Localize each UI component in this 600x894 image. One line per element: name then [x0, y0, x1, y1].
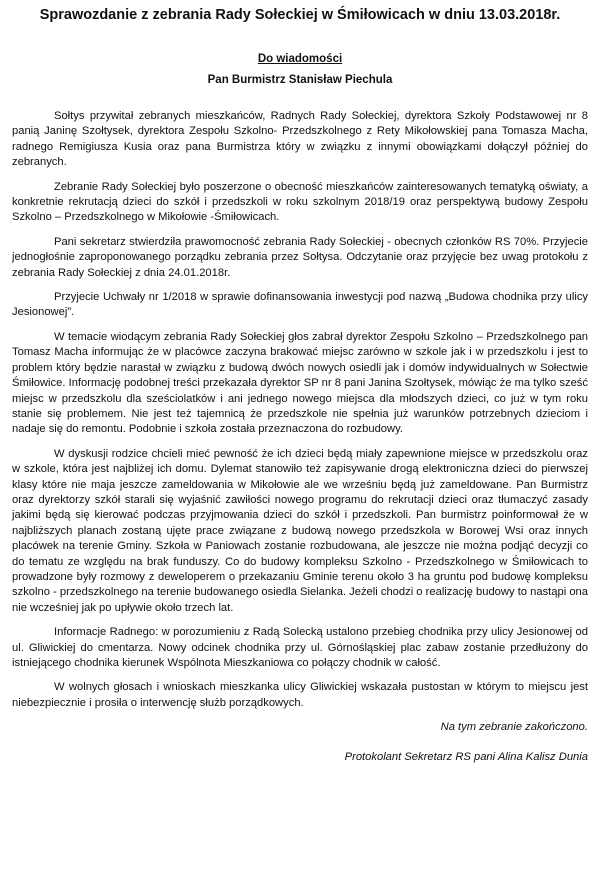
paragraph-resolution: Przyjecie Uchwały nr 1/2018 w sprawie dofinansowania inwestycji pod nazwą „Budowa chodnika przy ulicy Jesionowej”. — [12, 291, 588, 319]
recipient-label: Do wiadomości — [257, 53, 343, 65]
signature-line: Protokolant Sekretarz RS pani Alina Kalisz Dunia — [344, 751, 588, 764]
paragraph-greeting: Sołtys przywitał zebranych mieszkańców, Radnych Rady Sołeckiej, dyrektora Szkoły Podstawowej nr 8 panią Janinę Szołtysek, dyrektora Zespołu Szkolno- Przedszkolnego z Rety Mikołowskiej pana Tomasza Macha, radnego Remigiusza Kusia oraz pana Burmistrza który w związku z innymi obowiązkami dołączył później do zebranych. — [12, 110, 588, 169]
paragraph-main-topic: W temacie wiodącym zebrania Rady Sołeckiej głos zabrał dyrektor Zespołu Szkolno – Przedszkolnego pan Tomasz Macha informując że w placówce zaczyna brakować miejsc zarówno w szkole jak i w przedszkolu i jest to problem który będzie narastał w związku z budową dwóch nowych osiedli jak i domów indywidualnych w Sołectwie Śmiłowice. Informację podobnej treści przekazała dyrektor SP nr 8 pani Janina Szołtysek, mówiąc że ma tylko sześć miejsc w przedszkolu dla sześciolatków i ani jednego nowego miejsca dla młodszych dzieci, co już w tym roku stanie się problemem. Nie jest też tajemnicą że przedszkole nie spełnia już warunków potrzebnych dzieciom i nadaje się do remontu. Podobnie i szkoła została przeznaczona do rozbudowy. — [12, 330, 588, 436]
paragraph-quorum: Pani sekretarz stwierdziła prawomocność zebrania Rady Sołeckiej - obecnych członków RS 70%. Przyjecie jednogłośnie zaproponowanego porządku zebrania przez Sołtysa. Odczytanie oraz przyjęcie bez uwag protokołu z zebrania Rady Sołeckiej z dnia 24.01.2018r. — [12, 235, 588, 279]
document-title: Sprawozdanie z zebrania Rady Sołeckiej w Śmiłowicach w dniu 13.03.2018r. — [39, 7, 561, 23]
closing-line: Na tym zebranie zakończono. — [440, 721, 588, 734]
paragraph-councillor-info: Informacje Radnego: w porozumieniu z Radą Solecką ustalono przebieg chodnika przy ulicy Jesionowej od ul. Gliwickiej do cmentarza. Nowy odcinek chodnika przy ul. Górnośląskiej plac zabaw zostanie przedłużony do istniejącego chodnika kierunek Wspólnota Mieszkaniowa co połączy chodnik w całość. — [12, 626, 588, 669]
paragraph-discussion: W dyskusji rodzice chcieli mieć pewność że ich dzieci będą miały zapewnione miejsce w przedszkolu oraz w szkole, która jest najbliżej ich domu. Dylemat stanowiło też zapisywanie drogą elektroniczna dzieci do pierwszej klasy które nie maja jeszcze zameldowania w Mikołowie ale we wrześniu będą już zameldowane. Pan Burmistrz oraz dyrektorzy szkół starali się wyjaśnić zawiłości nowego programu do rekrutacji dzieci oraz tłumaczyć zasady jakimi będą się kierować podczas przyjmowania dzieci do szkół i przedszkoli. Pan burmistrz poinformował że w najbliższych planach zostaną ujęte prace związane z budową nowego przedszkola w Borowej Wsi oraz innych placówek na terenie Gminy. Szkoła w Paniowach zostanie rozbudowana, ale jeszcze nie można podjąć decyzji co do tematu ze względu na brak funduszy. Co do budowy kompleksu Szkolno - Przedszkolnego w Śmiłowicach to prowadzone były rozmowy z deweloperem o przekazaniu Gminie terenu około 3 ha gruntu pod budowę kompleksu szkolno - przedszkolnego na terenie budowanego osiedla Sielanka. Jeżeli chodzi o realizację budowy to nastąpi ona nie wcześniej jak po upływie około trzech lat. — [12, 447, 588, 614]
paragraph-meeting-scope: Zebranie Rady Sołeckiej było poszerzone o obecność mieszkańców zainteresowanych tematyką oświaty, a konkretnie rekrutacją dzieci do szkół i przedszkoli w roku szkolnym 2018/19 oraz perspektywą budowy Zespołu Szkolno – Przedszkolnego w Mikołowie -Śmiłowicach. — [12, 180, 588, 224]
paragraph-free-motions: W wolnych głosach i wnioskach mieszkanka ulicy Gliwickiej wskazała pustostan w którym to miejscu jest niebezpiecznie i prosiła o interwencję służb porządkowych. — [12, 681, 588, 709]
document-body — [12, 109, 588, 711]
recipient-name: Pan Burmistrz Stanisław Piechula — [207, 74, 393, 86]
